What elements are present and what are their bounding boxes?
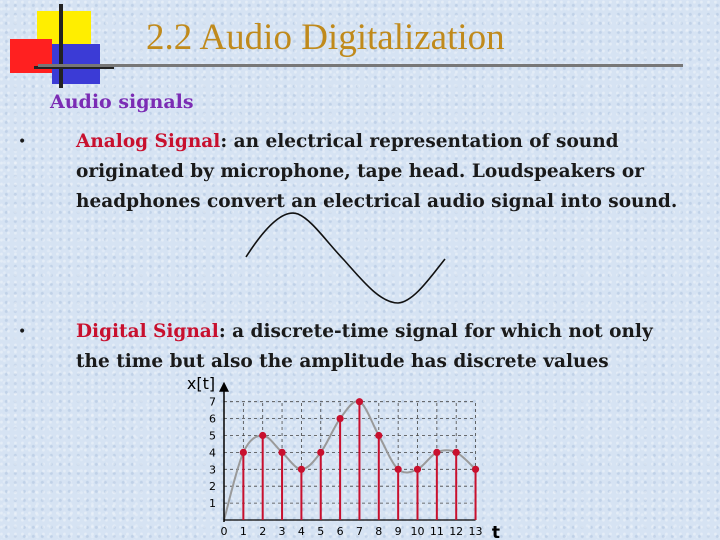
section-heading: Audio signals (50, 91, 194, 113)
bullet-description: : an electrical representation of sound originated by microphone, tape head. Loudspeakers or headphones convert an electrical audio signal into sound. (76, 131, 678, 212)
x-tick-label: 9 (394, 525, 402, 538)
page-title: 2.2 Audio Digitalization (146, 17, 505, 58)
stem-marker (259, 432, 266, 439)
y-tick-label: 7 (209, 395, 216, 409)
bullet-term: Digital Signal (76, 321, 219, 342)
x-tick-label: 11 (429, 525, 444, 538)
y-tick-label: 4 (209, 446, 216, 460)
x-tick-label: 8 (375, 525, 383, 538)
stem-marker (298, 466, 305, 473)
stem-marker (433, 449, 440, 456)
bullet-term: Analog Signal (76, 131, 221, 152)
x-tick-label: 4 (297, 525, 305, 538)
x-tick-label: 3 (278, 525, 286, 538)
x-tick-label: 12 (449, 525, 464, 538)
x-axis-label: t (491, 523, 501, 540)
y-tick-label: 1 (209, 497, 216, 511)
x-tick-label: 6 (336, 525, 344, 538)
stem-marker (317, 449, 324, 456)
x-tick-label: 7 (355, 525, 363, 538)
stem-marker (395, 466, 402, 473)
x-tick-label: 5 (317, 525, 325, 538)
stem-marker (356, 398, 363, 405)
x-tick-label: 0 (220, 525, 228, 538)
stem-marker (240, 449, 247, 456)
stem-marker (472, 466, 479, 473)
bullet-dot: • (18, 324, 27, 340)
stem-marker (337, 415, 344, 422)
bullet-description: : a discrete-time signal for which not only the time but also the amplitude has discrete values (76, 321, 653, 372)
x-tick-label: 1 (239, 525, 247, 538)
stem-marker (453, 449, 460, 456)
x-tick-label: 2 (259, 525, 267, 538)
y-tick-label: 6 (209, 412, 216, 426)
y-axis-label: x[t] (186, 374, 216, 393)
stem-marker (414, 466, 421, 473)
x-tick-label: 10 (410, 525, 425, 538)
x-tick-label: 13 (468, 525, 483, 538)
y-axis-arrow (219, 382, 229, 392)
stem-marker (375, 432, 382, 439)
bullet-dot: • (18, 134, 27, 150)
y-tick-label: 2 (209, 480, 216, 494)
y-tick-label: 3 (209, 463, 216, 477)
stem-marker (278, 449, 285, 456)
y-tick-label: 5 (209, 429, 216, 443)
